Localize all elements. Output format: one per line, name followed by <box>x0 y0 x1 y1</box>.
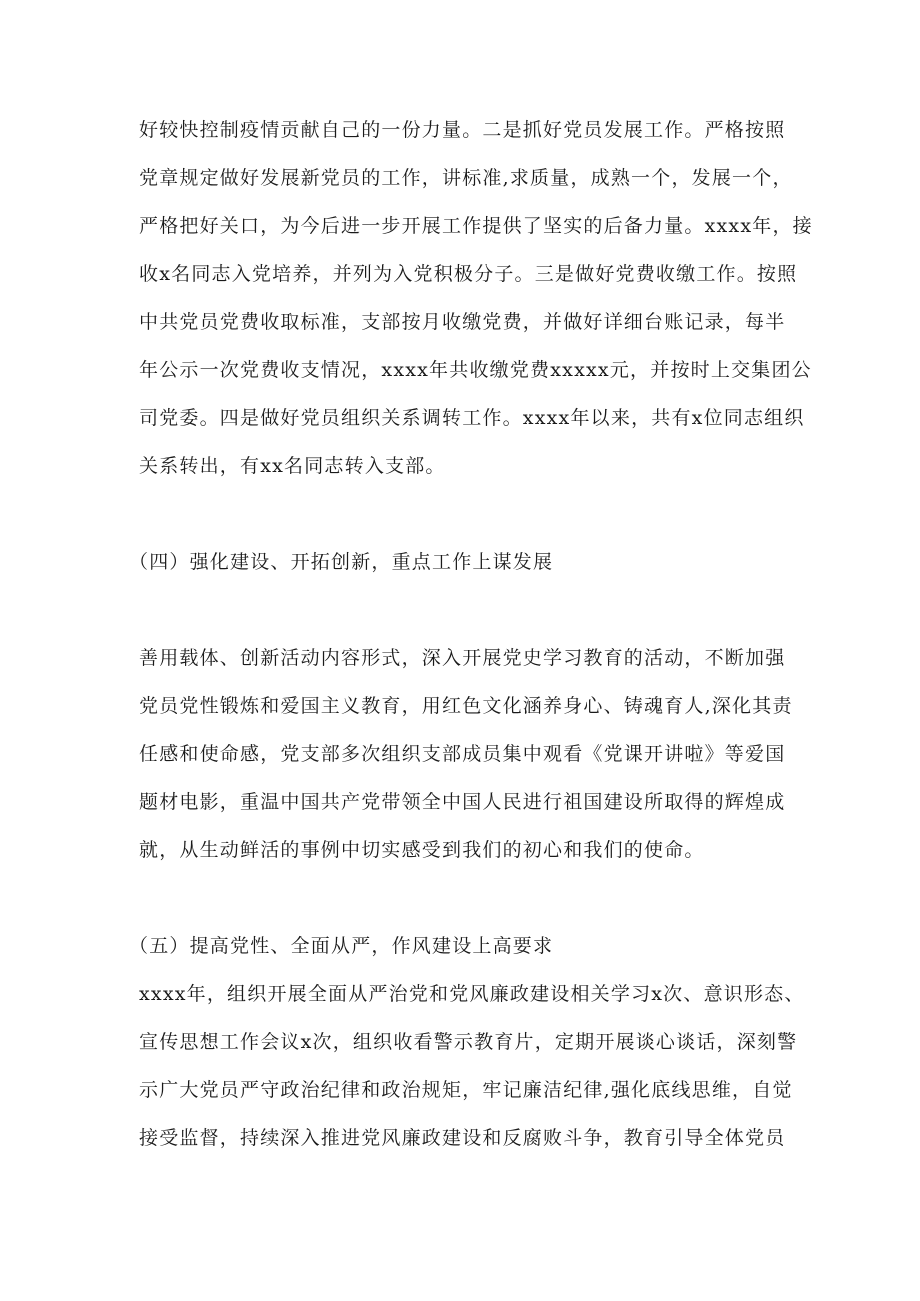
paragraph-1-line-7: 司党委。四是做好党员组织关系调转工作。xxxx年以来，共有x位同志组织 <box>139 407 805 429</box>
paragraph-1-line-5: 中共党员党费收取标准，支部按月收缴党费，并做好详细台账记录，每半 <box>139 311 786 333</box>
section-heading-4: （四）强化建设、开拓创新，重点工作上谋发展 <box>129 551 554 573</box>
paragraph-1-line-1: 好较快控制疫情贡献自己的一份力量。二是抓好党员发展工作。严格按照 <box>139 119 786 141</box>
paragraph-2-line-2: 党员党性锻炼和爱国主义教育，用红色文化涵养身心、铸魂育人,深化其责 <box>139 695 793 717</box>
paragraph-3-line-3: 示广大党员严守政治纪律和政治规矩，牢记廉洁纪律,强化底线思维，自觉 <box>139 1079 793 1101</box>
paragraph-1-line-8: 关系转出，有xx名同志转入支部。 <box>139 455 446 477</box>
section-heading-5: （五）提高党性、全面从严，作风建设上高要求 <box>129 935 554 957</box>
paragraph-3-line-1: xxxx年，组织开展全面从严治党和党风廉政建设相关学习x次、意识形态、 <box>139 983 805 1005</box>
paragraph-1-line-4: 收x名同志入党培养，并列为入党积极分子。三是做好党费收缴工作。按照 <box>139 263 798 285</box>
paragraph-1-line-2: 党章规定做好发展新党员的工作，讲标准,求质量，成熟一个，发展一个， <box>139 167 793 189</box>
paragraph-3-line-2: 宣传思想工作会议x次，组织收看警示教育片，定期开展谈心谈话，深刻警 <box>139 1031 798 1053</box>
paragraph-2-line-1: 善用载体、创新活动内容形式，深入开展党史学习教育的活动，不断加强 <box>139 647 786 669</box>
paragraph-2-line-4: 题材电影，重温中国共产党带领全中国人民进行祖国建设所取得的辉煌成 <box>139 791 786 813</box>
paragraph-1-line-6: 年公示一次党费收支情况，xxxx年共收缴党费xxxxx元，并按时上交集团公 <box>139 359 812 381</box>
paragraph-3-line-4: 接受监督，持续深入推进党风廉政建设和反腐败斗争，教育引导全体党员 <box>139 1127 786 1149</box>
paragraph-2-line-5: 就，从生动鲜活的事例中切实感受到我们的初心和我们的使命。 <box>139 839 705 861</box>
paragraph-1-line-3: 严格把好关口，为今后进一步开展工作提供了坚实的后备力量。xxxx年，接 <box>139 215 813 237</box>
paragraph-2-line-3: 任感和使命感，党支部多次组织支部成员集中观看《党课开讲啦》等爱国 <box>139 743 786 765</box>
